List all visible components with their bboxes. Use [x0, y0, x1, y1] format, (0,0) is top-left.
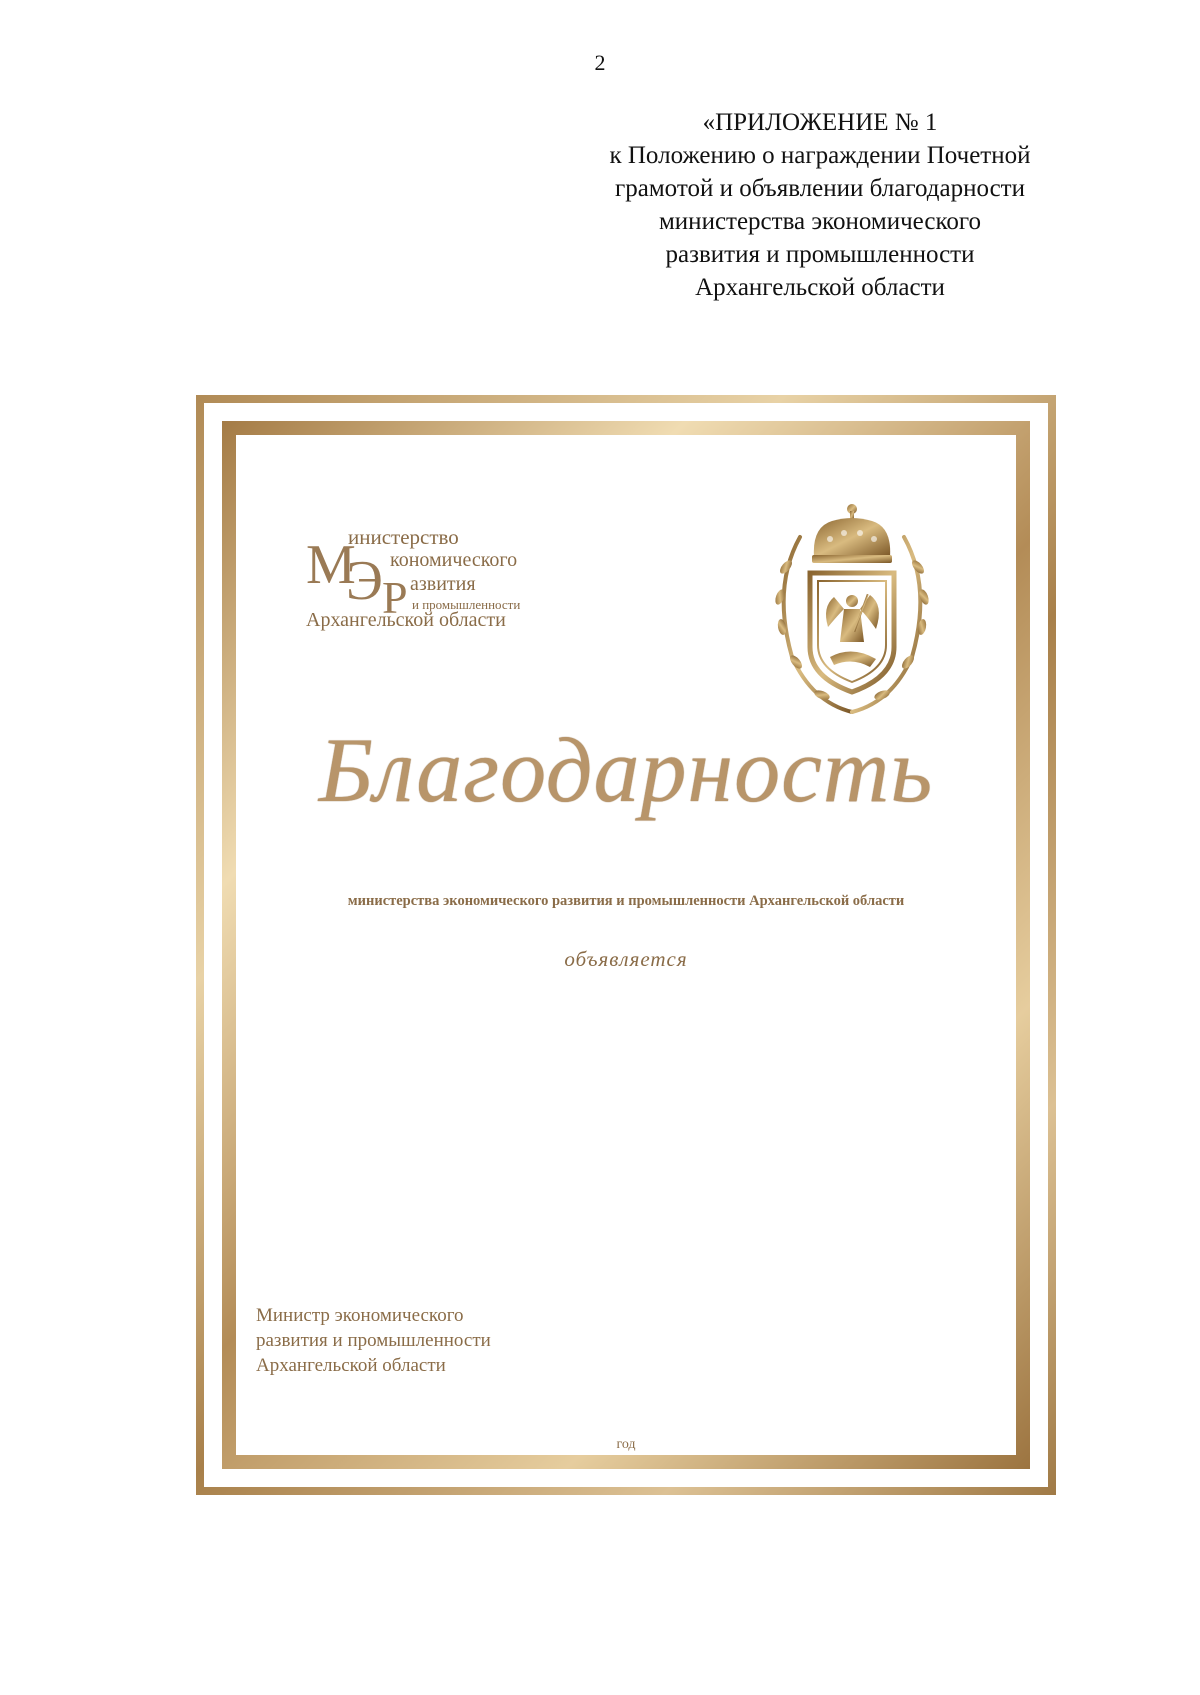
- appendix-line: развития и промышленности: [665, 241, 975, 268]
- signatory-line: Министр экономического: [256, 1305, 464, 1326]
- certificate-frame: [196, 395, 1056, 1495]
- logo-initial-m: М: [306, 534, 356, 596]
- certificate-title: Благодарность: [318, 719, 934, 821]
- appendix-line: грамотой и объявлении благодарности: [615, 175, 1025, 202]
- appendix-line: Архангельской области: [695, 274, 945, 301]
- appendix-line: к Положению о награждении Почетной: [609, 142, 1031, 169]
- logo-line-ministry: инистерство: [348, 525, 459, 549]
- certificate-subtitle: министерства экономического развития и промышленности Архангельской области: [347, 893, 905, 909]
- coat-of-arms-icon: [752, 497, 952, 717]
- logo-line-region: Архангельской области: [306, 609, 506, 631]
- year-label: год: [616, 1437, 636, 1452]
- logo-line-economic: кономического: [390, 549, 518, 571]
- page-number: 2: [594, 50, 606, 75]
- appendix-line: министерства экономического: [658, 208, 982, 235]
- certificate-body: [236, 435, 1016, 1455]
- logo-line-industry: и промышленности: [412, 597, 521, 612]
- logo-initial-e: Э: [346, 550, 383, 612]
- appendix-line: «ПРИЛОЖЕНИЕ № 1: [702, 109, 938, 136]
- signatory-line: Архангельской области: [256, 1355, 446, 1376]
- appendix-header: [560, 106, 1080, 304]
- signatory-block: [256, 1303, 656, 1378]
- logo-line-development: азвития: [410, 573, 476, 595]
- ministry-logo: [306, 525, 576, 635]
- signatory-line: развития и промышленности: [256, 1330, 491, 1351]
- logo-initial-r: Р: [382, 572, 408, 623]
- certificate-announced: объявляется: [564, 947, 688, 971]
